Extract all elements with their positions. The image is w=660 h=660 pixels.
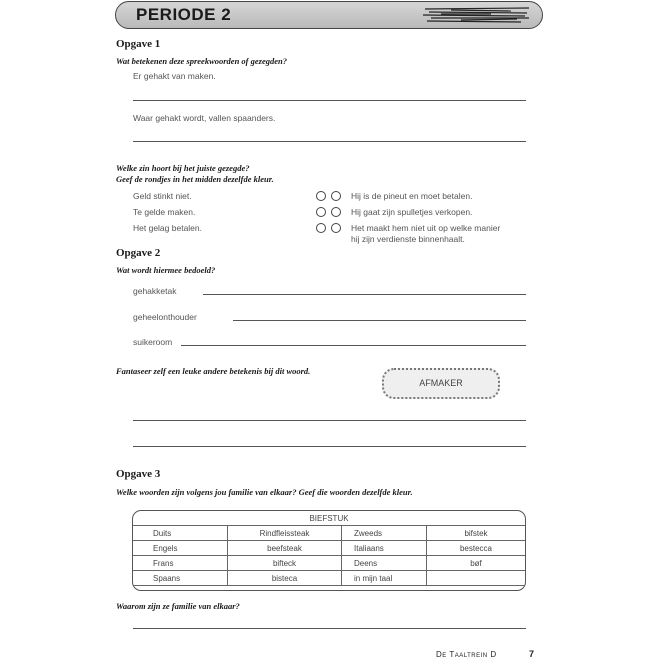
answer-line[interactable] (181, 345, 526, 346)
table-row (133, 556, 526, 571)
table-row (133, 526, 526, 541)
opgave2-heading: Opgave 2 (116, 247, 161, 259)
left-saying: Te gelde maken. (133, 207, 196, 217)
match-instruction-2: Geef de rondjes in het midden dezelfde kleur. (116, 174, 274, 184)
table-cell[interactable]: Frans (133, 556, 228, 571)
table-cell[interactable]: Spaans (133, 571, 228, 586)
word-label: gehakketak (133, 286, 177, 296)
table-cell[interactable]: beefsteak (228, 541, 342, 556)
answer-line[interactable] (133, 446, 526, 447)
table-cell[interactable]: Duits (133, 526, 228, 541)
saying-1: Er gehakt van maken. (133, 71, 216, 81)
match-instruction-1: Welke zin hoort bij het juiste gezegde? (116, 163, 250, 173)
table-cell[interactable]: bestecca (427, 541, 526, 556)
table-cell[interactable]: bøf (427, 556, 526, 571)
table-cell[interactable]: Zweeds (342, 526, 427, 541)
color-circle[interactable] (316, 191, 326, 201)
table-cell[interactable]: bisteca (228, 571, 342, 586)
answer-line[interactable] (133, 628, 526, 629)
biefstuk-table (132, 510, 526, 591)
period-title: PERIODE 2 (136, 5, 232, 24)
answer-line[interactable] (133, 420, 526, 421)
opgave1-instruction: Wat betekenen deze spreekwoorden of gezegden? (116, 56, 287, 66)
color-circle[interactable] (331, 207, 341, 217)
opgave1-heading: Opgave 1 (116, 38, 161, 50)
table-cell[interactable] (427, 571, 526, 586)
table-cell[interactable]: Rindfleissteak (228, 526, 342, 541)
period-banner (115, 1, 543, 29)
table-row (133, 571, 526, 586)
banner-texture (421, 5, 533, 25)
table-cell[interactable]: in mijn taal (342, 571, 427, 586)
color-circle[interactable] (331, 191, 341, 201)
answer-line[interactable] (133, 141, 526, 142)
afmaker-badge: AFMAKER (382, 368, 500, 399)
fantasy-instruction: Fantaseer zelf een leuke andere betekenis bij dit woord. (116, 366, 311, 376)
opgave3-question: Waarom zijn ze familie van elkaar? (116, 601, 240, 611)
table-row (133, 541, 526, 556)
color-circle[interactable] (316, 223, 326, 233)
left-saying: Het gelag betalen. (133, 223, 202, 233)
answer-line[interactable] (233, 320, 526, 321)
right-meaning: Hij gaat zijn spulletjes verkopen. (351, 207, 473, 217)
right-meaning: Hij is de pineut en moet betalen. (351, 191, 473, 201)
table-cell[interactable]: bifteck (228, 556, 342, 571)
table-cell[interactable]: Deens (342, 556, 427, 571)
color-circle[interactable] (331, 223, 341, 233)
opgave3-heading: Opgave 3 (116, 468, 161, 480)
right-meaning: Het maakt hem niet uit op welke manier (351, 223, 501, 233)
saying-2: Waar gehakt wordt, vallen spaanders. (133, 113, 276, 123)
table-cell[interactable]: Italiaans (342, 541, 427, 556)
footer-book: De Taaltrein D (436, 650, 497, 659)
answer-line[interactable] (133, 100, 526, 101)
right-meaning: hij zijn verdienste binnenhaalt. (351, 234, 465, 244)
color-circle[interactable] (316, 207, 326, 217)
table-title: BIEFSTUK (133, 511, 526, 526)
word-label: geheelonthouder (133, 312, 197, 322)
table-cell[interactable]: Engels (133, 541, 228, 556)
opgave3-instruction: Welke woorden zijn volgens jou familie van elkaar? Geef die woorden dezelfde kleur. (116, 487, 413, 497)
opgave2-instruction: Wat wordt hiermee bedoeld? (116, 265, 216, 275)
left-saying: Geld stinkt niet. (133, 191, 192, 201)
word-label: suikeroom (133, 337, 173, 347)
page-number: 7 (529, 649, 535, 659)
table-cell[interactable]: bifstek (427, 526, 526, 541)
answer-line[interactable] (203, 294, 526, 295)
